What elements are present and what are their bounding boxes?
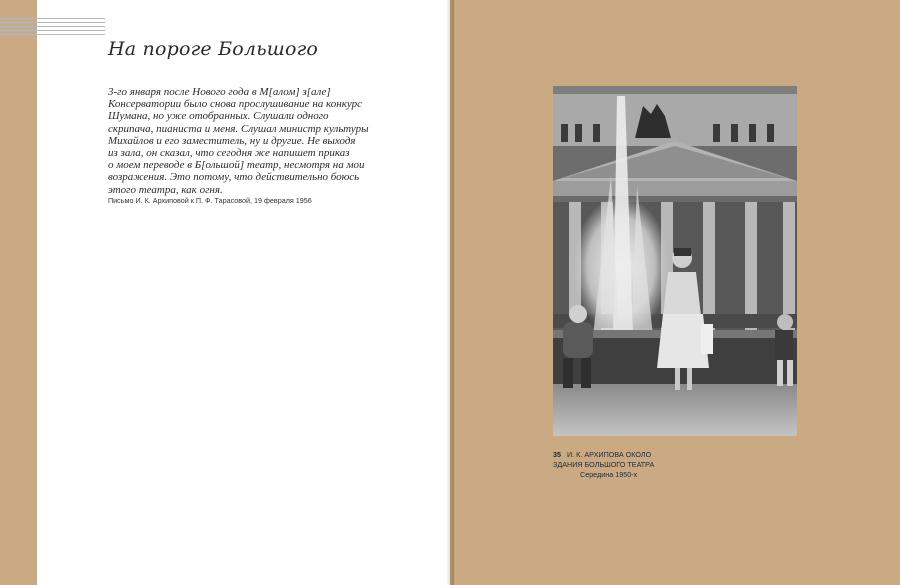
quote-line: из зала, он сказал, что сегодня же напишет приказ <box>108 147 350 160</box>
quote-line: этого театра, как огня. <box>108 183 223 196</box>
caption-number: 35 <box>553 450 561 459</box>
archival-photo-icon <box>553 86 797 436</box>
caption-date: Середина 1950-х <box>580 470 638 479</box>
book-gutter <box>446 0 454 585</box>
quote-line: Михайлов и его заместитель, ну и другие. Не выходя <box>108 134 356 147</box>
caption-text-1: И. К. АРХИПОВА ОКОЛО <box>567 450 652 459</box>
quote-line: скрипача, пианиста и меня. Слушал министр культуры <box>108 122 369 135</box>
quote-source: Письмо И. К. Архиповой к П. Ф. Тарасовой, 19 февраля 1956 <box>108 196 312 205</box>
decorative-lines <box>0 18 105 38</box>
quote-line: Консерватории было снова прослушивание на конкурс <box>108 98 362 111</box>
caption-line-2: ЗДАНИЯ БОЛЬШОГО ТЕАТРА <box>553 460 655 469</box>
quote-line: Шумана, но уже отобранных. Слушали одного <box>108 110 329 123</box>
quote-line: возражения. Это потому, что действительно боюсь <box>108 171 360 184</box>
quote-line: о моем переводе в Б[ольшой] театр, несмотря на мои <box>108 159 365 172</box>
quote-line: 3-го января после Нового года в М[алом] з[але] <box>108 86 331 98</box>
chapter-title: На пороге Большого <box>108 38 319 60</box>
photo-caption <box>553 450 797 480</box>
caption-line-1 <box>553 450 797 460</box>
letter-quote <box>108 86 369 196</box>
